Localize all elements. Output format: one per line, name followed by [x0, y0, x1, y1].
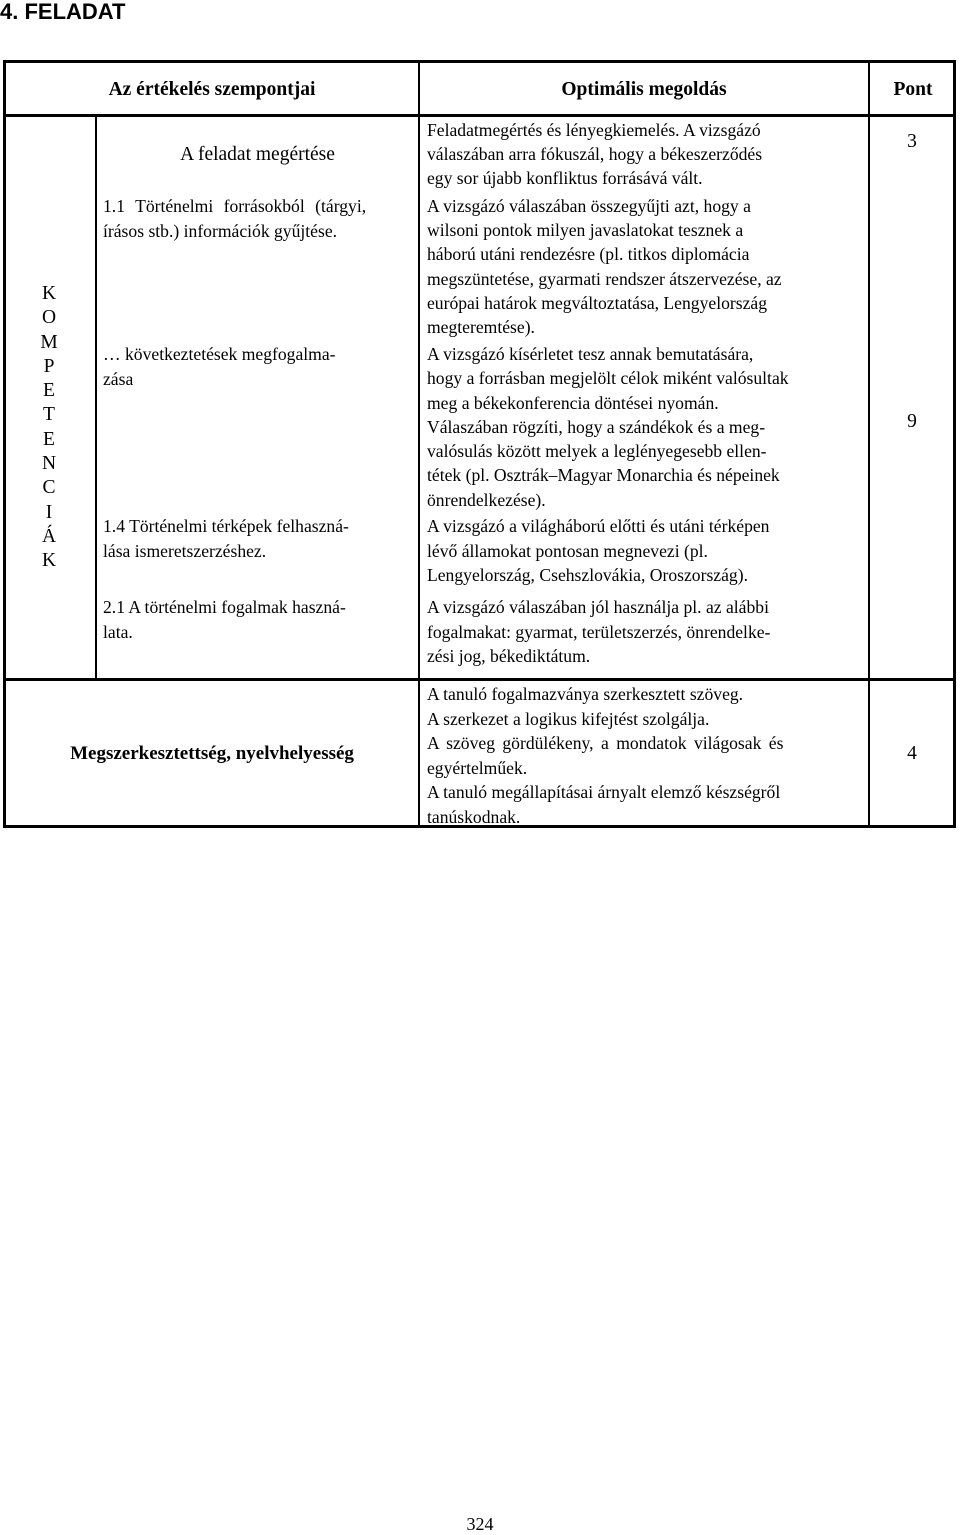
page-number: 324 — [466, 1514, 494, 1534]
solution-conclusions — [427, 342, 865, 512]
points-competence: 9 — [907, 411, 917, 432]
solution-line: A vizsgázó válaszában összegyűjti azt, hogy a — [427, 196, 751, 216]
solution-structure — [427, 682, 865, 829]
competence-vertical-label — [3, 282, 95, 574]
header-points: Pont — [893, 79, 933, 100]
competence-letter: M — [40, 331, 58, 353]
competence-letter: Á — [41, 525, 57, 547]
criterion-line: lata. — [103, 621, 133, 642]
structure-label: Megszerkesztettség, nyelvhelyesség — [70, 743, 354, 764]
competence-letter: I — [45, 501, 53, 523]
solution-line: tanúskodnak. — [427, 806, 521, 827]
criterion-1-1 — [103, 194, 413, 243]
solution-line: zési jog, békediktátum. — [427, 646, 591, 666]
criterion-line: 2.1 A történelmi fogalmak haszná- — [103, 597, 346, 617]
structure-row-divider — [3, 678, 956, 681]
solution-concepts — [427, 595, 865, 669]
criterion-line: 1.1 Történelmi forrásokból (tárgyi, — [103, 196, 367, 216]
solution-line: megteremtése). — [427, 317, 535, 338]
solution-maps — [427, 514, 865, 588]
solution-sources — [427, 194, 865, 339]
solution-understanding — [427, 118, 865, 190]
points-structure: 4 — [907, 743, 917, 764]
solution-line: A vizsgázó a világháború előtti és utáni térképen — [427, 516, 770, 536]
criterion-line: … következtetések megfogalma- — [103, 344, 336, 364]
solution-line: válaszában arra fókuszál, hogy a békeszerződés — [427, 144, 763, 164]
solution-line: A vizsgázó kísérletet tesz annak bemutatására, — [427, 344, 754, 364]
solution-line: meg a békekonferencia döntései nyomán. — [427, 392, 719, 413]
criterion-line: írásos stb.) információk gyűjtése. — [103, 220, 338, 241]
solution-line: európai határok megváltoztatása, Lengyelország — [427, 292, 767, 313]
criterion-line: 1.4 Történelmi térképek felhaszná- — [103, 516, 349, 536]
competence-letter: E — [43, 380, 55, 402]
understanding-title: A feladat megértése — [180, 144, 335, 165]
solution-line: A szerkezet a logikus kifejtést szolgálja. — [427, 708, 710, 729]
competence-letter: N — [41, 453, 57, 475]
criteria-solution-divider — [418, 60, 420, 828]
criterion-line: zása — [103, 368, 134, 389]
criterion-2-1 — [103, 595, 413, 644]
competence-letter: C — [42, 477, 56, 499]
header-criteria: Az értékelés szempontjai — [108, 79, 316, 100]
solution-line: tétek (pl. Osztrák–Magyar Monarchia és népeinek — [427, 465, 780, 486]
competence-column-divider — [95, 114, 97, 680]
header-divider — [3, 114, 956, 117]
solution-line: fogalmakat: gyarmat, területszerzés, önrendelke- — [427, 621, 771, 642]
criterion-line: lása ismeretszerzéshez. — [103, 540, 267, 561]
solution-line: A vizsgázó válaszában jól használja pl. az alábbi — [427, 597, 769, 617]
solution-line: háború utáni rendezésre (pl. titkos diplomácia — [427, 244, 750, 265]
points-understanding: 3 — [907, 131, 917, 152]
solution-line: egy sor újabb konfliktus forrásává vált. — [427, 168, 703, 188]
solution-line: Válaszában rögzíti, hogy a szándékok és a meg- — [427, 416, 766, 437]
solution-line: wilsoni pontok milyen javaslatokat tesznek a — [427, 220, 744, 241]
criterion-1-4 — [103, 514, 413, 563]
solution-points-divider — [868, 60, 870, 828]
page-title: 4. FELADAT — [0, 0, 126, 24]
competence-letter: T — [43, 404, 55, 426]
solution-line: hogy a forrásban megjelölt célok miként valósultak — [427, 368, 789, 389]
solution-line: A szöveg gördülékeny, a mondatok világosak és — [427, 733, 784, 753]
competence-letter: E — [43, 428, 55, 450]
competence-letter: K — [41, 283, 57, 304]
competence-letter: O — [41, 307, 57, 329]
solution-line: önrendelkezése). — [427, 489, 546, 510]
criterion-conclusions — [103, 342, 413, 391]
solution-line: A tanuló megállapításai árnyalt elemző készségről — [427, 782, 781, 802]
solution-line: megszüntetése, gyarmati rendszer átszervezése, az — [427, 268, 782, 289]
solution-line: egyértelműek. — [427, 757, 528, 778]
solution-line: A tanuló fogalmazványa szerkesztett szöveg. — [427, 684, 744, 704]
solution-line: Feladatmegértés és lényegkiemelés. A vizsgázó — [427, 120, 761, 140]
solution-line: Lengyelország, Csehszlovákia, Oroszország). — [427, 565, 748, 585]
competence-letter: P — [43, 355, 55, 377]
solution-line: valósulás között melyek a leglényegesebb ellen- — [427, 441, 767, 462]
header-solution: Optimális megoldás — [561, 79, 727, 100]
competence-letter: K — [41, 550, 57, 572]
solution-line: lévő államokat pontosan megnevezi (pl. — [427, 540, 708, 561]
